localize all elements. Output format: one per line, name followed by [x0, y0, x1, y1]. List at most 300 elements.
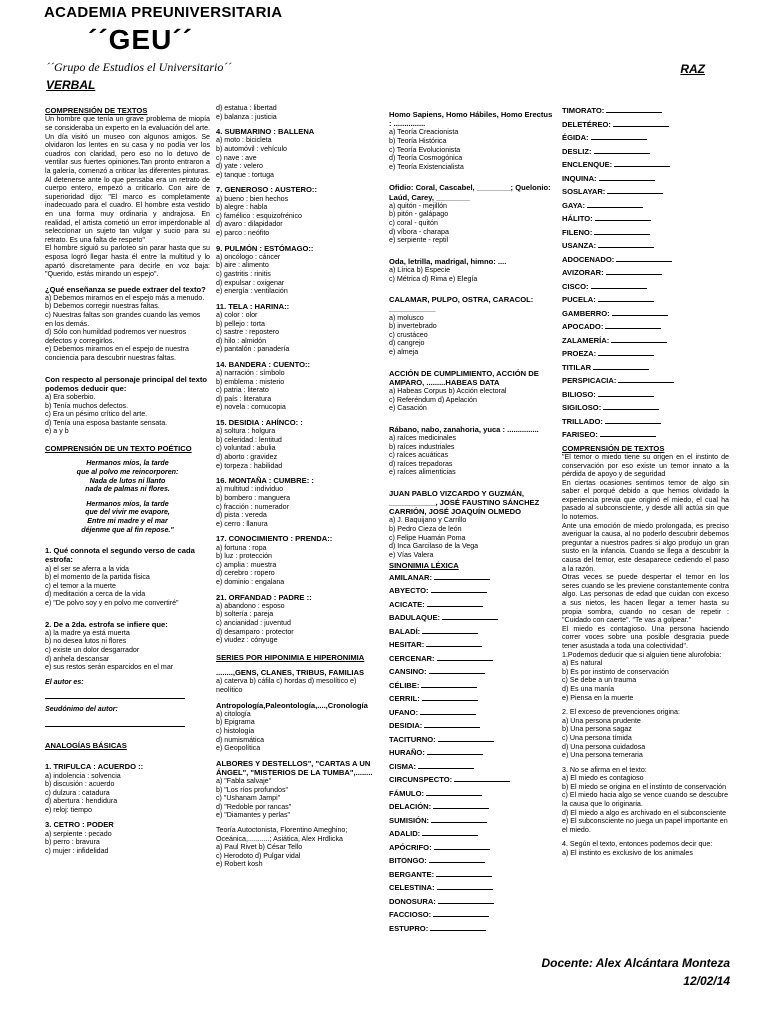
vocab-item [389, 665, 554, 679]
option: a) caterva b) cáfila c) hordas d) mesolítico e) neolítico [216, 677, 357, 694]
option: a) oncólogo : cáncer [216, 252, 281, 261]
section-heading: SINONIMIA LÉXICA [389, 561, 459, 571]
option: d) Tenía una esposa bastante sensata. [45, 418, 168, 427]
option: e) a y b [45, 427, 69, 436]
option: a) Debemos mirarnos en el espejo más a menudo. [45, 293, 205, 302]
option: e) novela : cornucopia [216, 403, 286, 412]
vocab-item [562, 118, 729, 132]
answer-blank [606, 268, 662, 275]
vocab-item [389, 652, 554, 666]
option: e) Teoría Existencialista [389, 162, 464, 171]
vocab-item [389, 841, 554, 855]
vocab-item [389, 598, 554, 612]
vocab-word: DONOSURA: [389, 896, 436, 906]
vocab-item [389, 733, 554, 747]
question: 3. CETRO : PODER [45, 820, 114, 830]
answer-blank [427, 600, 483, 607]
vocab-word: CIRCUNSPECTO: [389, 775, 453, 785]
vocab-item [389, 868, 554, 882]
answer-blank [431, 586, 487, 593]
answer-blank [426, 640, 482, 647]
question: 2. De a 2da. estrofa se infiere que: [45, 619, 168, 629]
option: a) moto : bicicleta [216, 136, 272, 145]
option: c) Teoría Evolucionista [389, 145, 461, 154]
option: c) fracción : numerador [216, 502, 289, 511]
answer-blank [434, 573, 490, 580]
vocab-item [562, 239, 729, 253]
option: c) "Ushanam Jampi" [216, 794, 281, 803]
question: 16. MONTAÑA : CUMBRE: : [216, 476, 314, 486]
answer-blank [454, 775, 510, 782]
option: a) citología [216, 709, 251, 718]
option: a) El miedo es contagioso [562, 774, 644, 783]
vocab-word: ADOCENADO: [562, 254, 615, 264]
vocab-item [389, 692, 554, 706]
option: d) estatua : libertad [216, 104, 277, 112]
answer-blank [606, 106, 662, 113]
option: a) quitón - mejillón [389, 201, 447, 210]
paragraph: El hombre siguió su parloteo sin parar hasta que su esposa logró llegar hasta él entre la multitud y lo apartó discretamente para decirle en voz baja: "Querido, estás mirando un espejo". [45, 244, 210, 279]
option: e) parco : neófito [216, 228, 270, 237]
vocab-item [562, 226, 729, 240]
section-heading: COMPRENSIÓN DE TEXTOS [562, 443, 665, 453]
vocab-word: DELETÉREO: [562, 119, 611, 129]
question: Antropología,Paleontología,....,Cronología [216, 700, 368, 710]
vocab-item [389, 760, 554, 774]
option: c) gastritis : rinitis [216, 269, 271, 278]
option: c) Métrica d) Rima e) Elegía [389, 274, 478, 283]
vocab-word: BILIOSO: [562, 389, 596, 399]
vocab-word: ZALAMERÍA: [562, 335, 610, 345]
question: ........,GENS, CLANES, TRIBUS, FAMILIAS [216, 668, 365, 678]
question: Con respecto al personaje principal del texto podemos deducir que: [45, 374, 208, 393]
question: Oda, letrilla, madrigal, himno: .... [389, 256, 507, 266]
option: e) sus restos serán esparcidos en el mar [45, 663, 174, 672]
option: 3. No se afirma en el texto: [562, 765, 647, 774]
academy-title: ACADEMIA PREUNIVERSITARIA [44, 4, 283, 21]
answer-blank [598, 390, 654, 397]
vocab-word: ÉGIDA: [562, 133, 589, 142]
option: a) Paul Rivet b) César Tello [216, 843, 303, 852]
vocab-word: ADALID: [389, 829, 421, 839]
vocab-item [389, 719, 554, 733]
vocab-item [389, 787, 554, 801]
answer-blank [603, 403, 659, 410]
vocab-item [562, 212, 729, 226]
vocab-item [562, 307, 729, 321]
option: a) abandono : esposo [216, 601, 285, 610]
vocab-word: UFANO: [389, 707, 419, 717]
option: b) luz : protección [216, 552, 272, 561]
option: e) Piensa en la muerte [562, 693, 634, 702]
answer-blank [607, 187, 663, 194]
section-heading: SERIES POR HIPONIMIA E HIPERONIMIA [216, 652, 365, 662]
answer-blank [426, 789, 482, 796]
answer-line [45, 689, 185, 699]
vocab-item [562, 158, 729, 172]
vocab-item [389, 908, 554, 922]
option: b) raíces industriales [389, 442, 455, 451]
option: e) cerro : llanura [216, 519, 268, 528]
vocab-item [389, 814, 554, 828]
answer-blank [598, 295, 654, 302]
answer-blank [612, 309, 668, 316]
option: e) "Diamantes y perlas" [216, 811, 291, 820]
poem-verse: Entre mi madre y el mar [87, 516, 168, 525]
question: 4. SUBMARINO : BALLENA [216, 127, 315, 137]
option: c) raíces acuáticas [389, 451, 449, 460]
question: Rábano, nabo, zanahoria, yuca : ............... [389, 424, 539, 434]
answer-blank [587, 201, 643, 208]
option: d) Teoría Cosmogónica [389, 154, 463, 163]
paragraph: "El temor o miedo tiene su origen en el instinto de conservación por eso existe un temor innato a la pérdida de apoyo y de seguridad [562, 452, 729, 479]
vocab-word: CISCO: [562, 281, 589, 291]
vocab-word: BADULAQUE: [389, 613, 441, 623]
spacer [45, 534, 210, 540]
vocab-item [389, 773, 554, 787]
option: d) pista : vereda [216, 511, 267, 520]
option: c) coral - quitón [389, 218, 438, 227]
vocab-item [389, 584, 554, 598]
option: c) histología [216, 726, 255, 735]
section-heading: COMPRENSIÓN DE UN TEXTO POÉTICO [45, 444, 192, 454]
option: e) El subconsciente no juega un papel importante en el miedo. [562, 817, 728, 834]
option: d) aborto : gravidez [216, 453, 278, 462]
option: a) J. Baquijano y Carrillo [389, 516, 467, 525]
option: c) Referéndum d) Apelación [389, 395, 477, 404]
answer-blank [600, 430, 656, 437]
option: c) sastre : repostero [216, 328, 280, 337]
vocab-word: TACITURNO: [389, 734, 436, 744]
spacer [45, 363, 210, 369]
option: a) soltura : holgura [216, 427, 276, 436]
poem-verse: Hermanos míos, la tarde [86, 499, 169, 508]
poem-verse: Nada de lutos ni llanto [89, 476, 166, 485]
question: ALBORES Y DESTELLOS", "CARTAS A UN ÁNGEL", "MISTERIOS DE LA TUMBA",........ [216, 758, 373, 777]
question: Homo Sapiens, Homo Hábiles, Homo Erectus : ............... [389, 110, 553, 129]
vocab-word: CISMA: [389, 761, 416, 771]
option: d) expulsar : oxigenar [216, 278, 285, 287]
answer-blank [418, 762, 474, 769]
vocab-item [562, 131, 729, 145]
vocab-item [562, 104, 729, 118]
vocab-word: PUCELA: [562, 295, 596, 304]
option: d) Es una manía [562, 684, 615, 693]
answer-blank [430, 924, 486, 931]
option: 4. Según el texto, entonces podemos decir que: [562, 840, 713, 849]
option: b) soltería : pareja [216, 610, 274, 619]
poem-verse: Hermanos míos, la tarde [86, 459, 169, 468]
vocab-item [389, 827, 554, 841]
option: b) invertebrado [389, 322, 437, 331]
option: d) "Redoble por rancas" [216, 802, 292, 811]
option: e) pantalón : panadería [216, 345, 290, 354]
option: c) amplia : muestra [216, 560, 277, 569]
option: b) pellejo : torta [216, 319, 265, 328]
option: c) el temor a la muerte [45, 581, 116, 590]
answer-blank [421, 681, 477, 688]
option: a) Una persona prudente [562, 716, 641, 725]
section-heading: COMPRENSIÓN DE TEXTOS [45, 106, 148, 115]
option: e) Una persona temeraria [562, 751, 643, 760]
option: d) cangrejo [389, 339, 425, 348]
option: c) voluntad : abulia [216, 444, 276, 453]
answer-blank [438, 897, 494, 904]
spacer [216, 645, 378, 651]
geu-title: ´´GEU´´ [88, 24, 193, 55]
vocab-item [562, 334, 729, 348]
option: d) yate : velero [216, 162, 263, 171]
answer-line [45, 717, 185, 727]
vocab-item [389, 746, 554, 760]
option: a) Habeas Corpus b) Acción electoral [389, 386, 507, 395]
question: 7. GENEROSO : AUSTERO:: [216, 185, 317, 195]
vocab-item [562, 361, 729, 375]
option: c) existe un dolor desgarrador [45, 645, 140, 654]
vocab-word: INQUINA: [562, 173, 597, 183]
answer-blank [595, 214, 651, 221]
vocab-word: FÁMULO: [389, 788, 425, 798]
option: b) Es por instinto de conservación [562, 667, 669, 676]
answer-blank [437, 654, 493, 661]
option: b) Pedro Cieza de león [389, 525, 462, 534]
option: c) El miedo hacia algo se vence cuando se descubre la causa que lo originaria. [562, 791, 729, 809]
option: a) el ser se aferra a la vida [45, 564, 129, 573]
vocab-word: SOSLAYAR: [562, 187, 606, 196]
option: a) Era soberbio. [45, 393, 96, 402]
poem-verse: que del vivir me evapore, [85, 508, 170, 517]
option: b) pitón - galápago [389, 210, 449, 219]
option: b) Debemos corregir nuestras faltas. [45, 302, 160, 311]
vocab-word: ABYECTO: [389, 586, 429, 596]
answer-blank [427, 748, 483, 755]
option: e) Casación [389, 404, 427, 413]
option: a) Es natural [562, 659, 603, 668]
option: b) Epigrama [216, 718, 255, 727]
question: 21. ORFANDAD : PADRE :: [216, 592, 312, 602]
option: b) Una persona sagaz [562, 725, 632, 734]
option: a) indolencia : solvencia [45, 771, 121, 780]
answer-blank [433, 802, 489, 809]
option: d) anhela descansar [45, 654, 110, 663]
paragraph: Un hombre que tenía un grave problema de miopía se consideraba un experto en la evaluación del arte. Un día visitó un museo con algunos amigos. Se olvidaron los lentes en su casa y no podía ver los cuadros con claridad, pero eso no lo detuvo de ventilar sus fuertes opiniones.Tan pronto entraron a la galería, comenzó a criticar las diferentes pinturas. Al detenerse ante lo que pensaba era un retrato de cuerpo entero, empezó a criticarlo. Con aire de superioridad dijo: "El marco es completamente inadecuado para el cuadro. El hombre esta vestido en una forma muy ordinaria y andrajosa. En realidad, el artista cometió un error imperdonable al seleccionar un sujeto tan vulgar y sucio para su retrato. Es una falta de respeto" [45, 115, 210, 244]
answer-blank [429, 667, 485, 674]
question: 15. DESIDIA : AHÍNCO: : [216, 418, 303, 428]
vocab-item [562, 185, 729, 199]
vocab-word: HURAÑO: [389, 748, 425, 758]
vocab-item [562, 145, 729, 159]
option: c) dulzura : catadura [45, 788, 110, 797]
vocab-word: DESLIZ: [562, 146, 592, 156]
answer-blank [605, 417, 661, 424]
vocab-word: AVIZORAR: [562, 268, 604, 277]
answer-blank [442, 613, 498, 620]
vocab-word: ACICATE: [389, 599, 425, 609]
question: 9. PULMÓN : ESTÓMAGO:: [216, 243, 314, 253]
vocab-word: GAMBERRO: [562, 308, 610, 318]
answer-blank [611, 336, 667, 343]
vocab-word: CERCENAR: [389, 653, 435, 663]
answer-blank [429, 856, 485, 863]
vocab-word: HESITAR: [389, 640, 425, 650]
vocab-word: PROEZA: [562, 349, 597, 358]
question: CALAMAR, PULPO, OSTRA, CARACOL: ___________ [389, 295, 534, 314]
answer-blank [613, 120, 669, 127]
option: a) fortuna : ropa [216, 543, 267, 552]
option: b) Teoría Histórica [389, 137, 447, 145]
spacer [45, 608, 210, 614]
spacer [45, 436, 210, 442]
vocab-word: DELACIÓN: [389, 802, 432, 812]
spacer [389, 413, 554, 419]
vocab-word: CELESTINA: [389, 883, 435, 893]
option: c) Se debe a un trauma [562, 676, 637, 685]
option: b) "Los ríos profundos" [216, 785, 289, 794]
spacer [45, 733, 210, 739]
option: Teoría Autoctonista, Florentino Ameghino; Oceánica,...........; Asiática, Alex Hrdlicka [216, 826, 348, 843]
option: c) Herodoto d) Pulgar vidal [216, 851, 301, 860]
answer-blank [420, 708, 476, 715]
answer-blank [433, 910, 489, 917]
paragraph: Ante una emoción de miedo prolongada, es preciso averiguar la causa, al no poderlo descubrir debemos preguntar a nuestros padres si algo produjo un gran susto en la infancia. Cuando se llega a descubrir la causa del temor, este desaparece cediendo el paso a la razón. [562, 521, 729, 573]
option: a) multitud : individuo [216, 485, 284, 494]
vocab-word: FACCIOSO: [389, 910, 432, 920]
vocab-item [389, 625, 554, 639]
option: e) raíces alimenticias [389, 468, 456, 477]
answer-blank [614, 160, 670, 167]
document-date: 12/02/14 [683, 974, 730, 988]
option: a) molusco [389, 313, 424, 322]
question: ¿Qué enseñanza se puede extraer del texto? [45, 284, 206, 294]
vocab-word: ENCLENQUE: [562, 160, 613, 169]
option: d) Una persona cuidadosa [562, 742, 646, 751]
vocab-item [562, 428, 729, 442]
option: e) dominio : engalana [216, 577, 285, 586]
answer-blank [593, 363, 649, 370]
answer-blank [618, 376, 674, 383]
vocab-item [562, 253, 729, 267]
option: e) "De polvo soy y en polvo me convertiré" [45, 598, 179, 607]
option: d) víbora - charapa [389, 227, 449, 236]
answer-blank [431, 816, 487, 823]
column-1 [45, 104, 210, 904]
answer-blank [422, 627, 478, 634]
option: a) bueno : bien hechos [216, 194, 289, 203]
option: a) raíces medicinales [389, 433, 457, 442]
spacer [389, 357, 554, 363]
option: a) Lírica b) Especie [389, 265, 451, 274]
option: d) Sólo con humildad podremos ver nuestros defectos y corregirlos. [45, 328, 187, 345]
question: JUAN PABLO VIZCARDO Y GUZMÁN, ___________, JOSÉ FAUSTINO SÁNCHEZ CARRIÓN, JOSÉ JOAQUÍN OLMEDO [389, 488, 540, 517]
vocab-word: APÓCRIFO: [389, 842, 432, 852]
vocab-item [562, 401, 729, 415]
vocab-word: ESTUPRO: [389, 923, 429, 933]
option: b) automóvil : vehículo [216, 144, 287, 153]
vocab-item [389, 679, 554, 693]
spacer [389, 245, 554, 251]
spacer [389, 171, 554, 177]
option: c) famélico : esquizofrénico [216, 211, 302, 220]
option: c) Nuestras faltas son grandes cuando las vemos en los demás. [45, 311, 201, 328]
vocab-item [389, 800, 554, 814]
vocab-item [562, 199, 729, 213]
option: b) emblema : misterio [216, 377, 285, 386]
vocab-item [389, 881, 554, 895]
vocab-word: CERRIL: [389, 694, 420, 704]
vocab-word: CÉLIBE: [389, 680, 420, 690]
option: e) torpeza : habilidad [216, 461, 283, 470]
option: b) El miedo se origina en el instinto de conservación [562, 782, 727, 791]
option: d) abertura : hendidura [45, 797, 118, 806]
vocab-word: TRILLADO: [562, 416, 603, 426]
question: 11. TELA : HARINA:: [216, 301, 290, 311]
option: e) tanque : tortuga [216, 170, 274, 179]
option: d) cerebro : ropero [216, 569, 275, 578]
vocab-item [562, 280, 729, 294]
option: e) Vías Valera [389, 550, 434, 559]
option: a) narración : símbolo [216, 369, 285, 378]
paragraph: Otras veces se puede despertar el temor en los seres cuando se les previene constantemente contra algo. Las personas de edad que cuidan con exceso a sus nietos, les hacen llegar a temer hasta su propia sombra, cuando no cesan de repetir : "Cuidado con caerte". "Te vas a golpear." [562, 573, 729, 625]
answer-blank [424, 721, 480, 728]
option: b) bombero : manguera [216, 494, 291, 503]
option: a) serpiente : pecado [45, 829, 112, 838]
spacer [389, 283, 554, 289]
vocab-item [389, 854, 554, 868]
option: c) mujer : infidelidad [45, 846, 109, 855]
option: c) patria : literato [216, 386, 269, 395]
answer-blank [436, 870, 492, 877]
option: c) ancianidad : juventud [216, 618, 291, 627]
paragraph: El miedo es contagioso. Una persona haciendo correr voces sobre una posible desgracia puede tener asustada a toda una colectividad". [562, 624, 729, 650]
option: d) raíces trepadoras [389, 459, 453, 468]
option: c) nave : ave [216, 153, 257, 162]
option: d) Inca Garcilaso de la Vega [389, 542, 479, 551]
answer-blank [598, 241, 654, 248]
poem-verse: nada de palmas ni flores. [85, 485, 170, 494]
vocab-word: FARISEO: [562, 430, 598, 439]
teacher-name: Docente: Alex Alcántara Monteza [541, 956, 730, 970]
vocab-word: APOCADO: [562, 322, 604, 331]
vocab-word: BITONGO: [389, 856, 427, 866]
vocab-item [389, 922, 554, 936]
option: a) El instinto es exclusivo de los animales [562, 849, 693, 858]
option: e) Geopolítica [216, 744, 261, 753]
vocab-item [562, 347, 729, 361]
vocab-word: PERSPICACIA: [562, 376, 617, 385]
paragraph: En ciertas ocasiones sentimos temor de algo sin saber el porqué debido a que hemos olvidado la experiencia previa que originó el miedo, el cual ha pasado al subconsciente, y desde allí actúa sin que lo notemos. [562, 478, 729, 522]
vocab-word: BALADÍ: [389, 626, 421, 636]
question: 17. CONOCIMIENTO : PRENDA:: [216, 534, 333, 544]
answer-blank [616, 255, 672, 262]
question: 1. TRIFULCA : ACUERDO :: [45, 762, 144, 772]
option: b) discusión : acuerdo [45, 780, 115, 789]
option: e) Robert kosh [216, 860, 263, 869]
spacer [389, 477, 554, 483]
option: b) perro : bravura [45, 838, 100, 847]
vocab-word: DESIDIA: [389, 721, 423, 731]
option: b) el momento de la partida física [45, 573, 150, 582]
vocab-word: HÁLITO: [562, 214, 593, 223]
option: c) Era un pésimo crítico del arte. [45, 410, 148, 419]
vocab-word: TIMORATO: [562, 106, 605, 115]
option: d) avaro : dilapidador [216, 220, 283, 229]
raz-label: RAZ [680, 62, 705, 76]
option: a) Teoría Creacionista [389, 128, 459, 137]
answer-blank [437, 883, 493, 890]
vocab-item [562, 266, 729, 280]
option: c) Una persona tímida [562, 733, 632, 742]
column-2 [216, 104, 378, 934]
